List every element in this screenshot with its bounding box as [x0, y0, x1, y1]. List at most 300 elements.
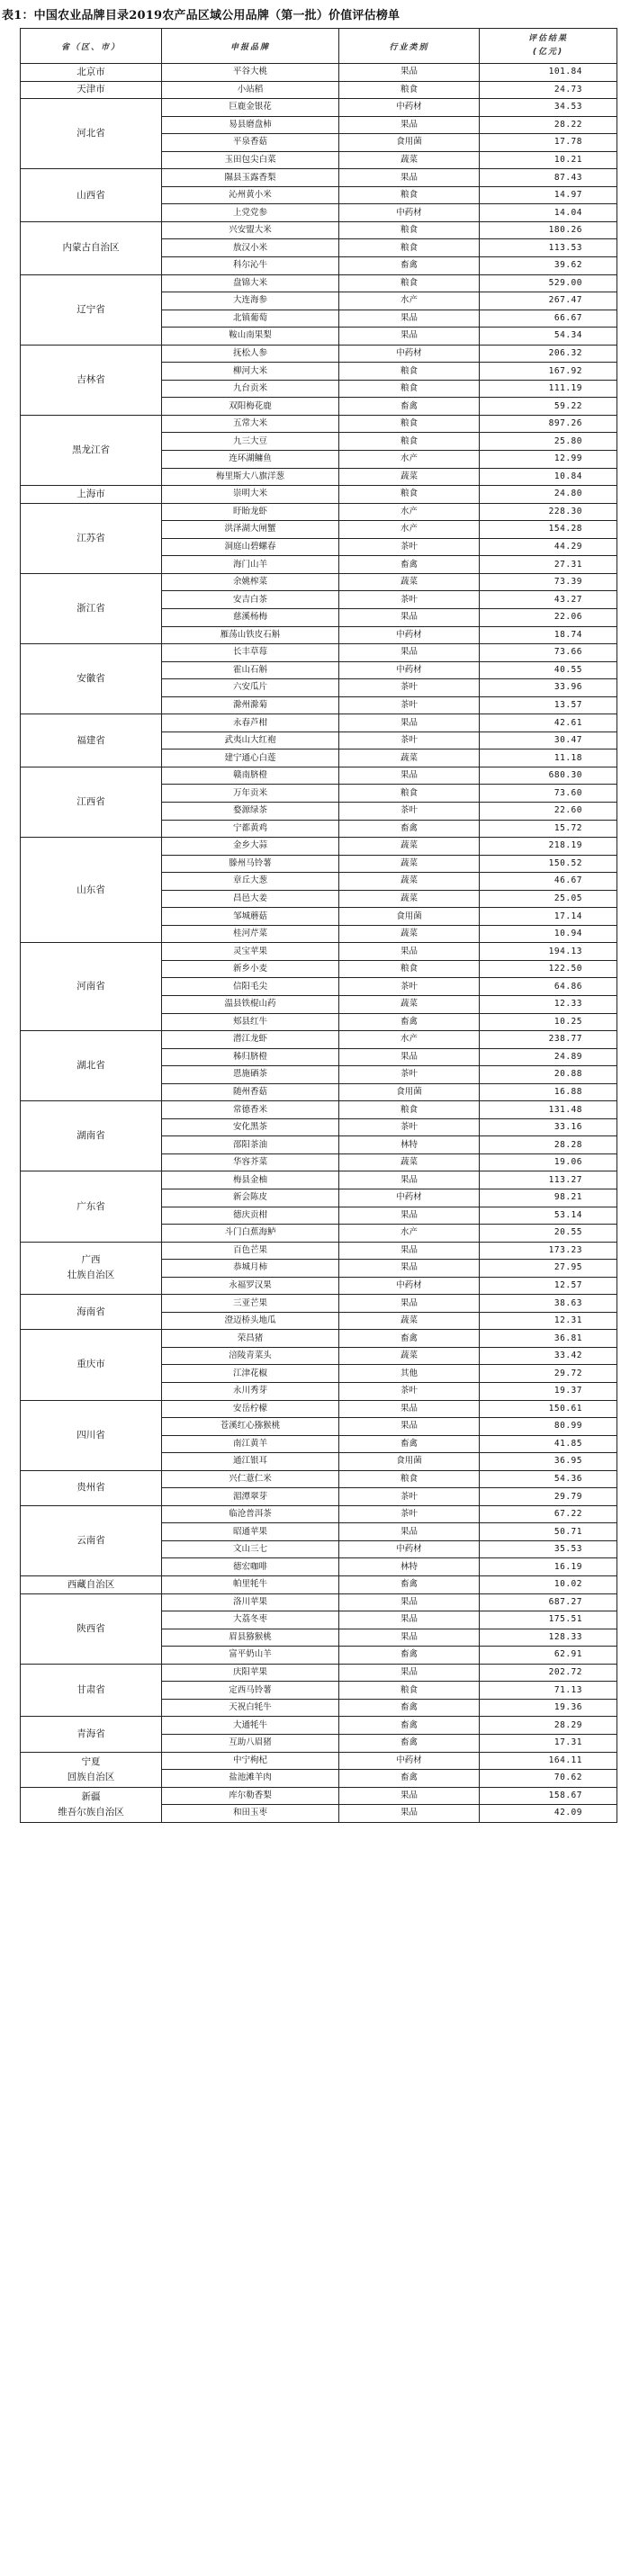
table-row — [21, 64, 617, 82]
value-cell: 33.96 — [480, 679, 617, 697]
province-name: 浙江省 — [76, 602, 105, 614]
value-cell: 39.62 — [480, 257, 617, 275]
brand-cell: 中宁枸杞 — [162, 1752, 339, 1770]
value-cell: 24.73 — [480, 81, 617, 99]
category-cell: 果品 — [339, 1295, 480, 1313]
value-cell: 54.34 — [480, 328, 617, 346]
brand-cell: 邵阳茶油 — [162, 1136, 339, 1154]
category-cell: 果品 — [339, 644, 480, 662]
brand-cell: 互助八眉猪 — [162, 1734, 339, 1752]
province-cell — [21, 1171, 162, 1242]
value-cell: 50.71 — [480, 1523, 617, 1541]
table-row — [21, 415, 617, 433]
value-cell: 10.84 — [480, 468, 617, 486]
category-cell: 畜禽 — [339, 398, 480, 416]
brand-cell: 六安瓜片 — [162, 679, 339, 697]
province-name: 辽宁省 — [76, 303, 105, 315]
brand-cell: 江津花椒 — [162, 1365, 339, 1383]
brand-cell: 梅里斯大八旗洋葱 — [162, 468, 339, 486]
category-cell: 果品 — [339, 943, 480, 961]
brand-cell: 大荔冬枣 — [162, 1611, 339, 1629]
category-cell: 果品 — [339, 1787, 480, 1805]
brand-cell: 眉县猕猴桃 — [162, 1629, 339, 1647]
table-row — [21, 81, 617, 99]
brand-cell: 随州香菇 — [162, 1083, 339, 1101]
category-cell: 水产 — [339, 521, 480, 539]
value-cell: 27.95 — [480, 1260, 617, 1278]
province-cell — [21, 1101, 162, 1171]
brand-cell: 梅县金柚 — [162, 1171, 339, 1189]
province-cell — [21, 838, 162, 943]
value-cell: 897.26 — [480, 415, 617, 433]
brand-cell: 涪陵青菜头 — [162, 1347, 339, 1365]
brand-cell: 武夷山大红袍 — [162, 732, 339, 749]
province-cell — [21, 573, 162, 643]
province-name: 天津市 — [76, 84, 105, 95]
province-cell — [21, 1470, 162, 1505]
category-cell: 蔬菜 — [339, 995, 480, 1013]
brand-cell: 郏县红牛 — [162, 1013, 339, 1031]
brand-cell: 常德香米 — [162, 1101, 339, 1119]
category-cell: 畜禽 — [339, 1647, 480, 1665]
category-cell: 林特 — [339, 1558, 480, 1576]
category-cell: 蔬菜 — [339, 1347, 480, 1365]
value-cell: 24.89 — [480, 1048, 617, 1066]
category-cell: 畜禽 — [339, 1013, 480, 1031]
category-cell: 中药材 — [339, 1540, 480, 1558]
category-cell: 中药材 — [339, 204, 480, 222]
province-cell — [21, 1717, 162, 1752]
province-name: 海南省 — [76, 1306, 105, 1317]
brand-cell: 新会陈皮 — [162, 1189, 339, 1207]
province-cell — [21, 81, 162, 99]
category-cell: 水产 — [339, 292, 480, 310]
province-name: 湖南省 — [76, 1130, 105, 1142]
value-cell: 17.14 — [480, 908, 617, 926]
category-cell: 茶叶 — [339, 591, 480, 609]
value-cell: 238.77 — [480, 1031, 617, 1049]
header-value-line2: (亿元) — [532, 48, 564, 57]
brand-cell: 建宁通心白莲 — [162, 749, 339, 767]
province-cell — [21, 1400, 162, 1470]
table-row — [21, 1470, 617, 1488]
category-cell: 茶叶 — [339, 538, 480, 556]
header-value-line1: 评估结果 — [527, 34, 568, 43]
province-name: 西藏自治区 — [67, 1578, 115, 1590]
value-cell: 19.36 — [480, 1699, 617, 1717]
table-row — [21, 221, 617, 239]
value-cell: 16.19 — [480, 1558, 617, 1576]
category-cell: 果品 — [339, 1048, 480, 1066]
category-cell: 蔬菜 — [339, 151, 480, 169]
brand-cell: 滁州滁菊 — [162, 696, 339, 714]
province-cell — [21, 1031, 162, 1101]
category-cell: 蔬菜 — [339, 925, 480, 943]
value-cell: 150.52 — [480, 855, 617, 873]
category-cell: 茶叶 — [339, 732, 480, 749]
province-cell — [21, 169, 162, 222]
value-cell: 202.72 — [480, 1664, 617, 1682]
value-cell: 73.39 — [480, 573, 617, 591]
brand-cell: 万年贡米 — [162, 785, 339, 803]
category-cell: 茶叶 — [339, 1488, 480, 1506]
province-cell — [21, 345, 162, 415]
category-cell: 畜禽 — [339, 1734, 480, 1752]
brand-cell: 邹城蘑菇 — [162, 908, 339, 926]
brand-cell: 盘锦大米 — [162, 274, 339, 292]
province-cell — [21, 221, 162, 274]
province-name: 维吾尔族自治区 — [58, 1806, 124, 1818]
category-cell: 茶叶 — [339, 679, 480, 697]
brand-cell: 通江银耳 — [162, 1453, 339, 1471]
province-name: 福建省 — [76, 734, 105, 746]
brand-cell: 赣南脐橙 — [162, 767, 339, 785]
value-cell: 10.94 — [480, 925, 617, 943]
category-cell: 中药材 — [339, 99, 480, 117]
table-row — [21, 1330, 617, 1348]
brand-cell: 宁都黄鸡 — [162, 820, 339, 838]
value-cell: 19.37 — [480, 1383, 617, 1401]
brand-cell: 平谷大桃 — [162, 64, 339, 82]
value-cell: 98.21 — [480, 1189, 617, 1207]
header-brand: 申报品牌 — [162, 29, 339, 64]
province-name: 壮族自治区 — [67, 1270, 115, 1281]
province-cell — [21, 64, 162, 82]
category-cell: 食用菌 — [339, 1453, 480, 1471]
value-cell: 67.22 — [480, 1505, 617, 1523]
table-row — [21, 345, 617, 363]
table-row — [21, 1664, 617, 1682]
brand-cell: 沁州黄小米 — [162, 186, 339, 204]
value-cell: 43.27 — [480, 591, 617, 609]
province-name: 重庆市 — [76, 1359, 105, 1370]
province-cell — [21, 1576, 162, 1594]
category-cell: 畜禽 — [339, 1576, 480, 1594]
brand-cell: 连环湖鳙鱼 — [162, 451, 339, 469]
table-row — [21, 503, 617, 521]
value-cell: 42.61 — [480, 714, 617, 732]
province-name: 河南省 — [76, 981, 105, 992]
table-body — [21, 64, 617, 1823]
value-cell: 34.53 — [480, 99, 617, 117]
value-cell: 28.28 — [480, 1136, 617, 1154]
category-cell: 果品 — [339, 1418, 480, 1436]
table-row — [21, 1576, 617, 1594]
province-cell — [21, 714, 162, 767]
province-name: 广东省 — [76, 1200, 105, 1212]
value-cell: 687.27 — [480, 1593, 617, 1611]
category-cell: 畜禽 — [339, 1330, 480, 1348]
category-cell: 食用菌 — [339, 908, 480, 926]
value-cell: 25.80 — [480, 433, 617, 451]
category-cell: 粮食 — [339, 1682, 480, 1700]
category-cell: 粮食 — [339, 960, 480, 978]
category-cell: 蔬菜 — [339, 749, 480, 767]
province-name: 宁夏 — [81, 1755, 101, 1767]
category-cell: 蔬菜 — [339, 468, 480, 486]
brand-cell: 安化黑茶 — [162, 1118, 339, 1136]
brand-cell: 和田玉枣 — [162, 1805, 339, 1823]
brand-cell: 大连海参 — [162, 292, 339, 310]
value-cell: 64.86 — [480, 978, 617, 996]
value-cell: 131.48 — [480, 1101, 617, 1119]
header-value — [480, 29, 617, 64]
province-cell — [21, 99, 162, 169]
value-cell: 40.55 — [480, 661, 617, 679]
category-cell: 果品 — [339, 1664, 480, 1682]
table-row — [21, 1752, 617, 1770]
category-cell: 果品 — [339, 608, 480, 626]
brand-cell: 富平奶山羊 — [162, 1647, 339, 1665]
brand-cell: 洪泽湖大闸蟹 — [162, 521, 339, 539]
value-cell: 20.55 — [480, 1225, 617, 1243]
category-cell: 蔬菜 — [339, 1153, 480, 1171]
value-cell: 73.66 — [480, 644, 617, 662]
value-cell: 228.30 — [480, 503, 617, 521]
category-cell: 畜禽 — [339, 1435, 480, 1453]
category-cell: 果品 — [339, 1260, 480, 1278]
category-cell: 果品 — [339, 1242, 480, 1260]
brand-cell: 三亚芒果 — [162, 1295, 339, 1313]
value-cell: 12.57 — [480, 1277, 617, 1295]
category-cell: 中药材 — [339, 345, 480, 363]
table-row — [21, 274, 617, 292]
value-cell: 11.18 — [480, 749, 617, 767]
table-row — [21, 1717, 617, 1735]
value-cell: 16.88 — [480, 1083, 617, 1101]
brand-cell: 庆阳苹果 — [162, 1664, 339, 1682]
value-cell: 14.04 — [480, 204, 617, 222]
brand-cell: 帕里牦牛 — [162, 1576, 339, 1594]
category-cell: 粮食 — [339, 785, 480, 803]
value-cell: 36.81 — [480, 1330, 617, 1348]
brand-cell: 永川秀芽 — [162, 1383, 339, 1401]
value-cell: 46.67 — [480, 873, 617, 891]
category-cell: 粮食 — [339, 415, 480, 433]
header-province: 省（区、市） — [21, 29, 162, 64]
table-row — [21, 714, 617, 732]
brand-cell: 德宏咖啡 — [162, 1558, 339, 1576]
province-name: 云南省 — [76, 1534, 105, 1546]
category-cell: 畜禽 — [339, 820, 480, 838]
brand-cell: 永福罗汉果 — [162, 1277, 339, 1295]
province-name: 北京市 — [76, 66, 105, 77]
province-cell — [21, 1752, 162, 1787]
brand-cell: 温县铁棍山药 — [162, 995, 339, 1013]
table-row — [21, 1101, 617, 1119]
category-cell: 食用菌 — [339, 1083, 480, 1101]
brand-cell: 苍溪红心猕猴桃 — [162, 1418, 339, 1436]
category-cell: 畜禽 — [339, 1770, 480, 1788]
province-cell — [21, 1505, 162, 1575]
province-cell — [21, 1242, 162, 1295]
category-cell: 粮食 — [339, 274, 480, 292]
category-cell: 粮食 — [339, 1470, 480, 1488]
table-row — [21, 169, 617, 187]
category-cell: 中药材 — [339, 661, 480, 679]
brand-cell: 华容芥菜 — [162, 1153, 339, 1171]
province-name: 江西省 — [76, 795, 105, 807]
category-cell: 畜禽 — [339, 257, 480, 275]
province-cell — [21, 644, 162, 714]
value-cell: 10.25 — [480, 1013, 617, 1031]
category-cell: 果品 — [339, 1805, 480, 1823]
brand-cell: 双阳梅花鹿 — [162, 398, 339, 416]
value-cell: 25.05 — [480, 890, 617, 908]
value-cell: 150.61 — [480, 1400, 617, 1418]
table-row — [21, 99, 617, 117]
province-cell — [21, 1593, 162, 1664]
value-cell: 22.06 — [480, 608, 617, 626]
brand-cell: 潜江龙虾 — [162, 1031, 339, 1049]
value-cell: 14.97 — [480, 186, 617, 204]
brand-cell: 百色芒果 — [162, 1242, 339, 1260]
brand-cell: 德庆贡柑 — [162, 1207, 339, 1225]
province-name: 上海市 — [76, 488, 105, 499]
value-cell: 13.57 — [480, 696, 617, 714]
table-row — [21, 1787, 617, 1805]
category-cell: 蔬菜 — [339, 838, 480, 856]
province-cell — [21, 1787, 162, 1822]
brand-cell: 荣昌猪 — [162, 1330, 339, 1348]
value-cell: 33.42 — [480, 1347, 617, 1365]
category-cell: 粮食 — [339, 186, 480, 204]
value-cell: 28.22 — [480, 116, 617, 134]
value-cell: 29.72 — [480, 1365, 617, 1383]
brand-cell: 崇明大米 — [162, 486, 339, 504]
province-name: 江苏省 — [76, 532, 105, 543]
category-cell: 果品 — [339, 310, 480, 328]
category-cell: 畜禽 — [339, 1699, 480, 1717]
brand-cell: 永春芦柑 — [162, 714, 339, 732]
province-name: 河北省 — [76, 128, 105, 139]
ranking-table — [20, 28, 617, 1823]
category-cell: 水产 — [339, 1225, 480, 1243]
province-cell — [21, 1295, 162, 1330]
value-cell: 80.99 — [480, 1418, 617, 1436]
table-row — [21, 1295, 617, 1313]
province-name: 四川省 — [76, 1429, 105, 1441]
category-cell: 果品 — [339, 116, 480, 134]
table-row — [21, 573, 617, 591]
brand-cell: 平泉香菇 — [162, 134, 339, 152]
category-cell: 果品 — [339, 1611, 480, 1629]
brand-cell: 长丰草莓 — [162, 644, 339, 662]
province-cell — [21, 943, 162, 1031]
brand-cell: 南江黄羊 — [162, 1435, 339, 1453]
ranking-table-container — [20, 28, 617, 1823]
category-cell: 其他 — [339, 1365, 480, 1383]
category-cell: 茶叶 — [339, 696, 480, 714]
brand-cell: 隰县玉露香梨 — [162, 169, 339, 187]
category-cell: 果品 — [339, 767, 480, 785]
brand-cell: 洞庭山碧螺春 — [162, 538, 339, 556]
brand-cell: 盱眙龙虾 — [162, 503, 339, 521]
value-cell: 267.47 — [480, 292, 617, 310]
value-cell: 128.33 — [480, 1629, 617, 1647]
table-row — [21, 767, 617, 785]
category-cell: 粮食 — [339, 81, 480, 99]
category-cell: 粮食 — [339, 221, 480, 239]
header-category: 行业类别 — [339, 29, 480, 64]
value-cell: 122.50 — [480, 960, 617, 978]
value-cell: 35.53 — [480, 1540, 617, 1558]
category-cell: 食用菌 — [339, 134, 480, 152]
category-cell: 果品 — [339, 1400, 480, 1418]
category-cell: 果品 — [339, 1593, 480, 1611]
province-name: 青海省 — [76, 1728, 105, 1739]
brand-cell: 九三大豆 — [162, 433, 339, 451]
brand-cell: 海门山羊 — [162, 556, 339, 574]
brand-cell: 新乡小麦 — [162, 960, 339, 978]
value-cell: 15.72 — [480, 820, 617, 838]
value-cell: 24.80 — [480, 486, 617, 504]
table-row — [21, 1031, 617, 1049]
value-cell: 113.27 — [480, 1171, 617, 1189]
category-cell: 果品 — [339, 169, 480, 187]
brand-cell: 兴安盟大米 — [162, 221, 339, 239]
category-cell: 果品 — [339, 1523, 480, 1541]
value-cell: 167.92 — [480, 363, 617, 381]
value-cell: 12.99 — [480, 451, 617, 469]
province-cell — [21, 274, 162, 345]
brand-cell: 洛川苹果 — [162, 1593, 339, 1611]
table-row — [21, 1593, 617, 1611]
category-cell: 茶叶 — [339, 978, 480, 996]
value-cell: 44.29 — [480, 538, 617, 556]
brand-cell: 金乡大蒜 — [162, 838, 339, 856]
value-cell: 17.31 — [480, 1734, 617, 1752]
value-cell: 53.14 — [480, 1207, 617, 1225]
value-cell: 10.02 — [480, 1576, 617, 1594]
value-cell: 17.78 — [480, 134, 617, 152]
value-cell: 27.31 — [480, 556, 617, 574]
value-cell: 54.36 — [480, 1470, 617, 1488]
value-cell: 206.32 — [480, 345, 617, 363]
province-cell — [21, 486, 162, 504]
value-cell: 66.67 — [480, 310, 617, 328]
brand-cell: 玉田包尖白菜 — [162, 151, 339, 169]
brand-cell: 九台贡米 — [162, 380, 339, 398]
brand-cell: 盐池滩羊肉 — [162, 1770, 339, 1788]
province-name: 黑龙江省 — [72, 444, 110, 456]
value-cell: 42.09 — [480, 1805, 617, 1823]
brand-cell: 雁荡山铁皮石斛 — [162, 626, 339, 644]
value-cell: 113.53 — [480, 239, 617, 257]
brand-cell: 婺源绿茶 — [162, 802, 339, 820]
category-cell: 粮食 — [339, 239, 480, 257]
table-row — [21, 1242, 617, 1260]
value-cell: 154.28 — [480, 521, 617, 539]
brand-cell: 北镇葡萄 — [162, 310, 339, 328]
brand-cell: 敖汉小米 — [162, 239, 339, 257]
value-cell: 41.85 — [480, 1435, 617, 1453]
value-cell: 87.43 — [480, 169, 617, 187]
brand-cell: 安岳柠檬 — [162, 1400, 339, 1418]
value-cell: 111.19 — [480, 380, 617, 398]
value-cell: 36.95 — [480, 1453, 617, 1471]
category-cell: 茶叶 — [339, 1066, 480, 1084]
brand-cell: 大通牦牛 — [162, 1717, 339, 1735]
category-cell: 果品 — [339, 714, 480, 732]
category-cell: 畜禽 — [339, 1717, 480, 1735]
brand-cell: 兴仁薏仁米 — [162, 1470, 339, 1488]
brand-cell: 抚松人参 — [162, 345, 339, 363]
brand-cell: 文山三七 — [162, 1540, 339, 1558]
province-name: 吉林省 — [76, 373, 105, 385]
category-cell: 粮食 — [339, 433, 480, 451]
category-cell: 蔬菜 — [339, 1312, 480, 1330]
